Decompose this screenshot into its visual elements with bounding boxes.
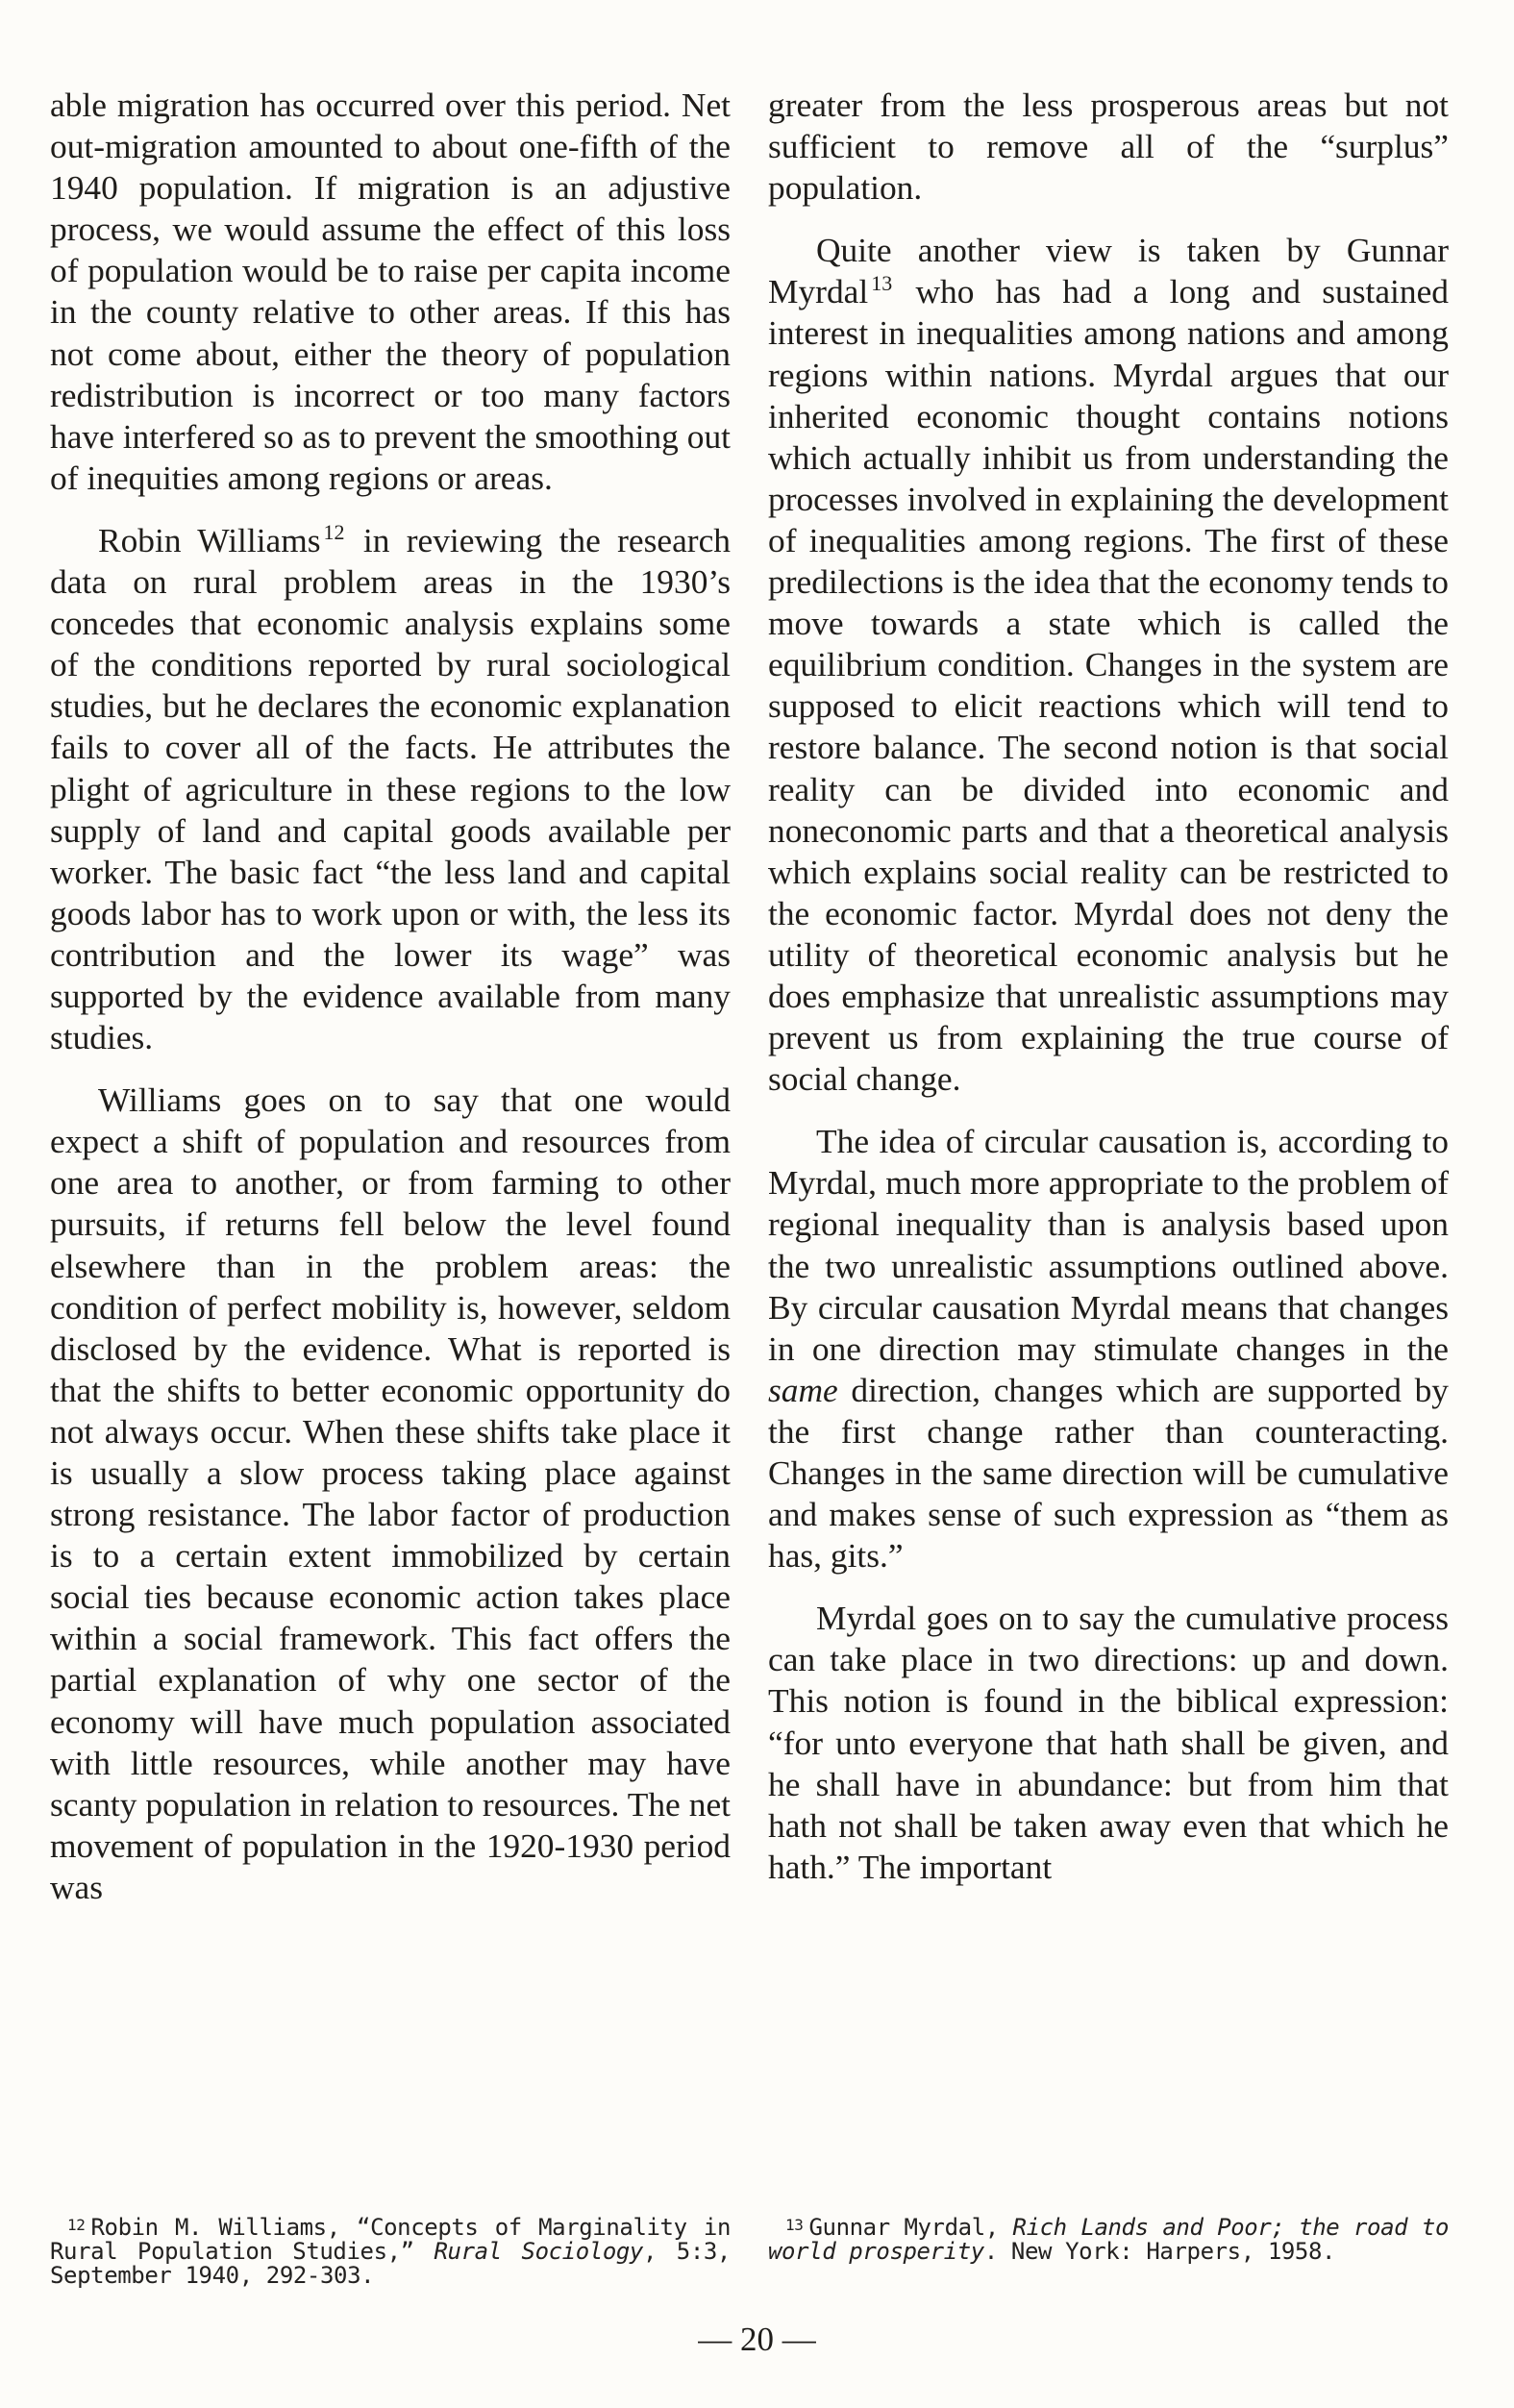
footnote-reference-12: 12 (323, 519, 345, 544)
paragraph-cumulative-process: Myrdal goes on to say the cumulative process can take place in two directions: up and down. This notion is found in the biblical expression: “for unto everyone that hath shall be given, and he shall have in abundance: but from him that hath not shall be taken away even that which he hath.” The important (768, 1599, 1449, 1886)
footnote-number: 12 (67, 2216, 86, 2234)
paragraph-text: who has had a long and sustained interest in inequalities among nations and among regions within nations. Myrdal argues that our inherited economic thought contains notions which actually inhibit us from understanding the processes involved in explaining the development of inequalities among regions. The first of these predilections is the idea that the economy tends to move towards a state which is called the equilibrium condition. Changes in the system are supposed to elicit reactions which will tend to restore balance. The second notion is that social reality can be divided into economic and noneconomic parts and that a theoretical analysis which explains social reality can be restricted to the economic factor. Myrdal does not deny the utility of theoretical economic analysis but he does emphasize that unrealistic assumptions may prevent us from explaining the true course of social change. (768, 272, 1449, 1099)
page-number: — 20 — (698, 2321, 816, 2358)
paragraph-williams-shift: Williams goes on to say that one would expect a shift of population and resources from one area to another, or from farming to other pursuits, if returns fell below the level found elsewhere than in the problem areas: the condition of perfect mobility is, however, seldom disclosed by the evidence. What is reported is that the shifts to better economic opportunity do not always occur. When these shifts take place it is usually a slow process taking place against strong resistance. The labor factor of production is to a certain extent immobilized by certain social ties because economic action takes place within a social framework. This fact offers the partial explanation of why one sector of the economy will have much population associated with little resources, while another may have scanty population in relation to resources. The net movement of population in the 1920-1930 period was (50, 1080, 731, 1906)
footnote-text: , 5:3, September 1940, 292-303. (50, 2238, 731, 2289)
footnote-reference-13: 13 (871, 271, 893, 296)
paragraph-gunnar-myrdal (768, 230, 1449, 1100)
footnote-text: Robin M. Williams, “Concepts of Marginality in Rural Population Studies,” (50, 2214, 731, 2265)
footnote-journal: Rural Sociology (434, 2238, 643, 2265)
paragraph-migration-period: able migration has occurred over this period. Net out-migration amounted to about one-fifth of the 1940 population. If migration is an adjustive process, we would assume the effect of this loss of population would be to raise per capita income in the county relative to other areas. If this has not come about, either the theory of population redistribution is incorrect or too many factors have interfered so as to prevent the smoothing out of inequities among regions or areas. (50, 86, 731, 497)
paragraph-surplus-population: greater from the less prosperous areas but not sufficient to remove all of the “surplus” population. (768, 86, 1449, 208)
footnote-number: 13 (785, 2216, 804, 2234)
paragraph-text: in reviewing the research data on rural problem areas in the 1930’s concedes that economic analysis explains some of the conditions reported by rural sociological studies, but he declares the economic explanation fails to cover all of the facts. He attributes the plight of agriculture in these regions to the low supply of land and capital goods available per worker. The basic fact “the less land and capital goods labor has to work upon or with, the less its contribution and the lower its wage” was supported by the evidence available from many studies. (50, 520, 731, 1057)
footnote-12 (50, 2216, 731, 2288)
paragraph-text: Quite another view is taken by Gunnar Myrdal (768, 231, 1449, 311)
paragraph-text: direction, changes which are supported by the first change rather than counteracting. Changes in the same direction will be cumulative and makes sense of such expression as “them as has, gits.” (768, 1370, 1449, 1576)
paragraph-text: Robin Williams (98, 520, 321, 559)
right-column (768, 85, 1449, 1888)
left-column (50, 85, 731, 1908)
paragraph-text: The idea of circular causation is, according to Myrdal, much more appropriate to the problem of regional inequality than is analysis based upon the two unrealistic assumptions outlined above. By circular causation Myrdal means that changes in one direction may stimulate changes in the (768, 1122, 1449, 1368)
paragraph-robin-williams (50, 520, 731, 1058)
footnote-text: Gunnar Myrdal, (808, 2214, 1013, 2241)
emphasis-same: same (768, 1370, 838, 1409)
paragraph-circular-causation (768, 1121, 1449, 1576)
footnote-book-title: Rich Lands and Poor; the road to world prosperity (768, 2214, 1449, 2265)
footnote-13 (768, 2216, 1449, 2264)
footnote-text: . New York: Harpers, 1958. (983, 2238, 1336, 2265)
